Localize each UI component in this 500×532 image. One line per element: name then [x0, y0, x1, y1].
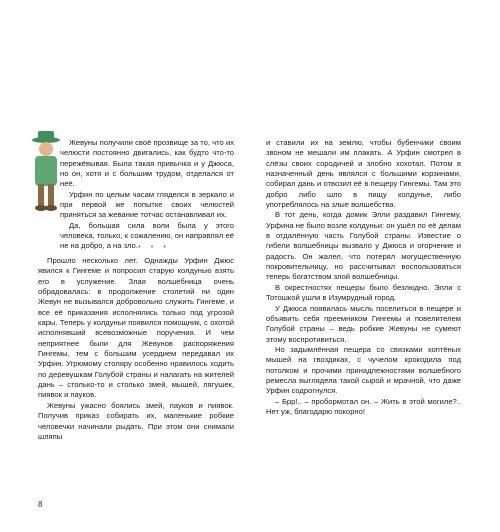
right-text — [266, 138, 461, 417]
paragraph: Прошло несколько лет. Однажды Урфин Джюс явился к Гингеме и попросил старую колдунью взять его в услужение. Злая волшебница очень обрадовалась: в продолжение столетий ни один Жевун не вызывался добровольно служить Гингеме, и все её приказания исполнялись только под угрозой кары. Теперь у колдуньи появился помощник, с охотой исполнявший всевозможные поручения. И чем неприятнее были для Жевунов распоряжения Гингемы, тем с большим усердием передавал их Урфин. Угрюмому столяру особенно нравилось ходить по деревушкам Голубой страны и налагать на жителей дань – столько-то и столько змей, мышей, лягушек, пиявок и пауков. — [38, 256, 234, 400]
paragraph: Урфин по целым часам гляделся в зеркало и при первой же попытке своих челюстей приняться за жевание тотчас останавливал их. — [60, 189, 234, 220]
right-page — [250, 0, 500, 532]
paragraph: Да, большая сила воли была у этого человека, только, к сожалению, он направлял её не на добро, а на зло. — [60, 220, 234, 251]
paragraph: В тот день, когда домик Элли раздавил Гингему, Урфина не было возле колдуньи: он ушёл по её делам в отдалённую часть Голубой страны. Известие о гибели волшебницы вызвало у Джюса и огорчение и радость. Он жалел, что потерял могущественную покровительницу, но рассчитывал воспользоваться теперь богатством злой волшебницы. — [266, 210, 461, 282]
paragraph: – Брр!.. – пробормотал он. – Жить в этой могиле?.. Нет уж, благодарю покорно! — [266, 396, 461, 416]
section-separator: * * * — [137, 245, 171, 252]
paragraph: У Джюса появилась мысль поселиться в пещере и объявить себя преемником Гингемы и повелителем Голубой страны – ведь робкие Жевуны не сумеют этому воспротивиться. — [266, 303, 461, 344]
left-text-top — [60, 138, 234, 252]
paragraph: и ставили их на землю, чтобы бубенчики своим звоном не мешали им плакать. А Урфин смотрел в слёзы своих сородичей и злобно хохотал. Потом в назначенный день являлся с большими корзинами, собирал дань и отвозил её в пещеру Гингемы. Там это добро либо шло в пищу колдунье, либо употреблялось на злые волшебства. — [266, 138, 461, 210]
left-text-bottom — [38, 256, 234, 442]
paragraph: Но задымлённая пещера со связками коптёных мышей на гвоздиках, с чучелом крокодила под потолком и прочими принадлежностями волшебного ремесла выглядела такой сырой и мрачной, что даже Урфин содрогнулся. — [266, 344, 461, 396]
page-number-left: 8 — [38, 500, 43, 509]
paragraph: Жевуны ужасно боялись змей, пауков и пиявок. Получив приказ собирать их, маленькие робкие человечки начинали рыдать. При этом они снимали шляпы — [38, 400, 234, 441]
paragraph: В окрестностях пещеры было безлюдно. Элли с Тотошкой ушли в Изумрудный город. — [266, 282, 461, 303]
paragraph: Жевуны получили своё прозвище за то, что их челюсти постоянно двигались, как будто что-то пережёвывая. Была такая привычка и у Джюса, но он, хотя и с большим трудом, отделался от неё. — [60, 138, 234, 189]
